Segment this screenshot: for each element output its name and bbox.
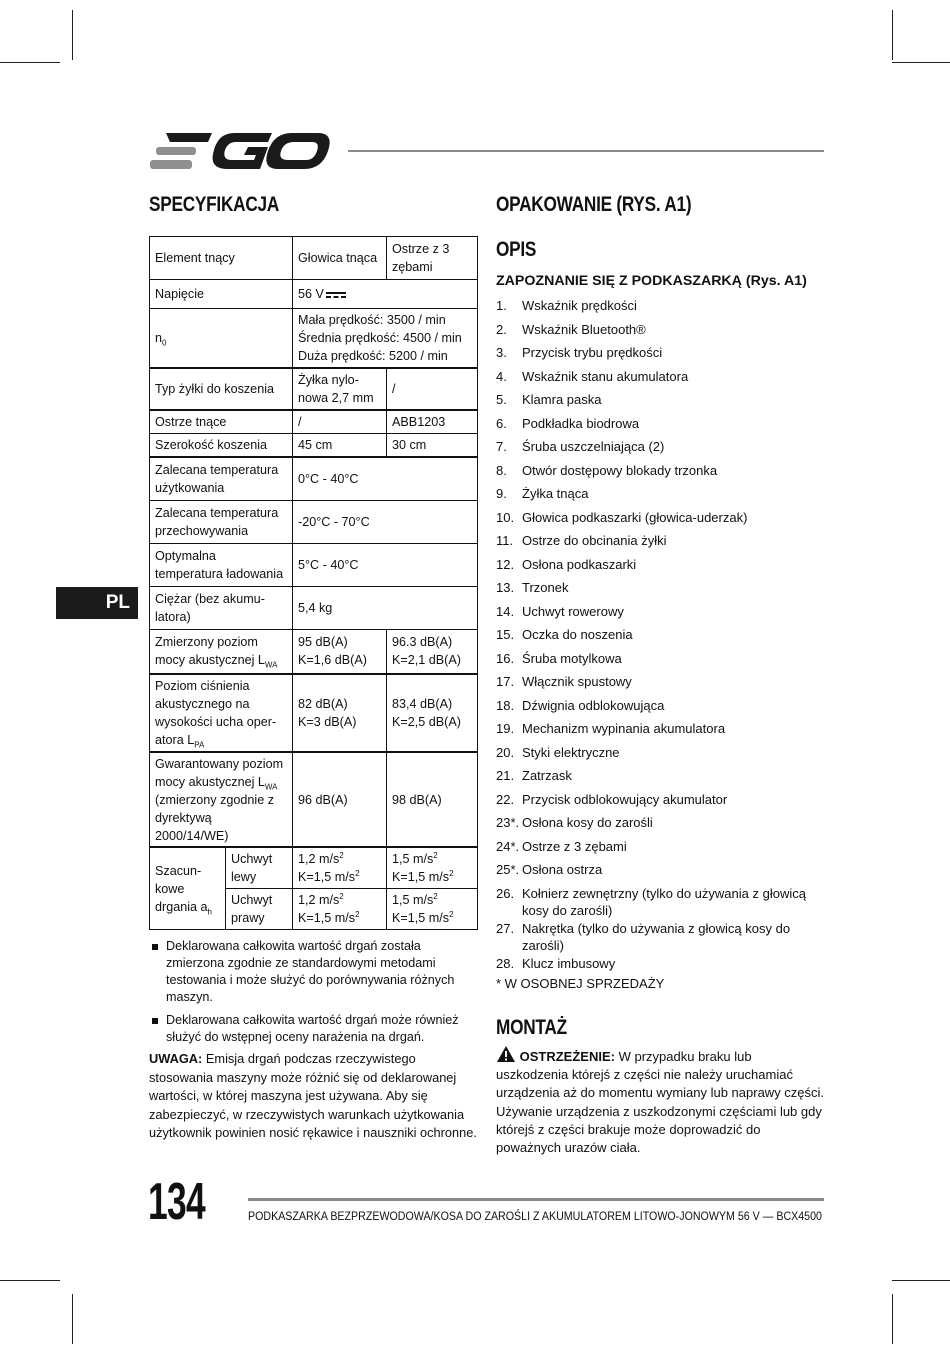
crop-mark (72, 10, 73, 60)
blade-k: K=2,1 dB(A) (392, 653, 461, 668)
head-value (293, 847, 387, 889)
warning-icon (496, 1045, 516, 1063)
item-text: Styki elektryczne (522, 744, 620, 760)
note-text: Emisja drgań podczas rzeczywistego stosowania maszyny może różnić się od deklarowanej wartości, w której maszyna jest używana. Aby się zabezpieczyć, w rzeczywistych warunkach użytkowania użytkownik powinien nosić rękawice i nauszniki ochronne. (149, 1051, 477, 1141)
speed-mid: Średnia prędkość: 4500 / min (298, 331, 462, 345)
item-text: Ostrze z 3 zębami (522, 838, 627, 854)
voltage-text: 56 V (298, 287, 324, 301)
item-number: 10. (496, 509, 515, 525)
note-label: UWAGA: (149, 1051, 203, 1066)
item-text: Oczka do noszenia (522, 627, 633, 642)
item-number: 1. (496, 298, 507, 313)
item-number: 6. (496, 415, 507, 431)
value-text: K=1,5 m/s (298, 870, 356, 884)
list-item (496, 861, 826, 885)
item-text: Dźwignia odblokowująca (522, 697, 665, 713)
item-text: Przycisk odblokowujący akumulator (522, 791, 728, 807)
item-text: Zatrzask (522, 768, 572, 783)
row-value: 5,4 kg (293, 586, 478, 629)
head-k: K=3 dB(A) (298, 715, 357, 729)
value-text: K=1,5 m/s (392, 911, 450, 925)
item-number: 5. (496, 392, 507, 407)
table-row (150, 500, 478, 543)
row-label: Napięcie (150, 280, 293, 309)
head-vibration (298, 850, 381, 868)
guaranteed-label: Gwarantowany poziom mocy akustycznej L (155, 757, 284, 789)
exponent: 2 (355, 868, 360, 878)
item-text: Mechanizm wypinania akumulatora (522, 721, 726, 736)
blade-value (387, 674, 478, 752)
vibration-label: Szacun-kowe drgania a (155, 863, 208, 914)
head-value: Żyłka nylo-nowa 2,7 mm (293, 368, 387, 410)
blade-uncertainty (392, 868, 472, 886)
list-item (496, 438, 826, 462)
head-k: K=1,6 dB(A) (298, 653, 367, 668)
item-number: 9. (496, 486, 507, 501)
item-number: 16. (496, 650, 515, 666)
speed-low: Mała prędkość: 3500 / min (298, 313, 446, 327)
item-text: Klucz imbusowy (522, 955, 616, 971)
header-rule (348, 150, 824, 152)
head-uncertainty (298, 868, 381, 886)
exponent: 2 (449, 909, 454, 919)
item-text: Głowica podkaszarki (głowica-uderzak) (522, 509, 748, 525)
table-row (150, 280, 478, 309)
speed-high: Duża prędkość: 5200 / min (298, 349, 448, 363)
blade-value: ABB1203 (387, 410, 478, 434)
list-item (496, 556, 826, 580)
item-text: Osłona podkaszarki (522, 556, 637, 572)
note-paragraph (149, 1050, 479, 1143)
item-number: 14. (496, 603, 515, 619)
row-label: Szerokość koszenia (150, 434, 293, 458)
item-text: Wskaźnik Bluetooth® (522, 321, 646, 337)
item-number: 13. (496, 580, 515, 595)
item-number: 2. (496, 321, 507, 337)
table-row (150, 237, 478, 280)
lpa-label: Poziom ciśnienia akustycznego na wysokości ucha oper-atora L (155, 679, 277, 747)
guaranteed-label-sub: WA (264, 782, 278, 792)
value-text: 1,5 m/s (392, 893, 434, 907)
exponent: 2 (449, 868, 454, 878)
exponent: 2 (339, 850, 344, 860)
item-text: Trzonek (522, 580, 569, 595)
item-number: 12. (496, 556, 515, 572)
head-value (293, 889, 387, 930)
crop-mark (0, 62, 60, 63)
row-label (150, 309, 293, 369)
description-heading: OPIS (496, 238, 537, 261)
table-row (150, 434, 478, 458)
item-text: Ostrze do obcinania żyłki (522, 533, 667, 548)
crop-mark (72, 1294, 73, 1344)
list-item (496, 838, 826, 862)
item-number: 4. (496, 368, 507, 384)
blade-uncertainty (392, 909, 472, 927)
item-text: Żyłka tnąca (522, 486, 589, 501)
dc-symbol-icon (326, 291, 346, 299)
table-row (150, 586, 478, 629)
row-label: Ciężar (bez akumu-latora) (150, 586, 293, 629)
blade-value (387, 629, 478, 674)
item-number: 27. (496, 920, 515, 936)
row-label (150, 847, 226, 930)
row-label: Zalecana temperatura przechowywania (150, 500, 293, 543)
table-row (150, 847, 478, 889)
blade-value: Ostrze z 3 zębami (387, 237, 478, 280)
list-item (496, 720, 826, 744)
head-value: / (293, 410, 387, 434)
exponent: 2 (433, 850, 438, 860)
list-item (496, 321, 826, 345)
list-item (496, 532, 826, 556)
list-item (496, 955, 826, 979)
item-number: 25*. (496, 862, 520, 877)
list-item (496, 814, 826, 838)
item-number: 18. (496, 697, 515, 713)
value-text: K=1,5 m/s (298, 911, 356, 925)
item-text: Osłona kosy do zarośli (522, 815, 653, 830)
head-value (293, 674, 387, 752)
item-text: Klamra paska (522, 392, 602, 407)
specification-table (149, 236, 478, 848)
exponent: 2 (339, 891, 344, 901)
list-item: Deklarowana całkowita wartość drgań została zmierzona zgodnie ze standardowymi metodami testowania i może służyć do porównywania różnych maszyn. (150, 938, 470, 1006)
list-item (496, 297, 826, 321)
item-text: Wskaźnik prędkości (522, 298, 637, 313)
row-label (150, 674, 293, 752)
row-label: Element tnący (150, 237, 293, 280)
item-text: Śruba uszczelniająca (2) (522, 439, 665, 454)
blade-db: 96.3 dB(A) (392, 635, 453, 650)
table-row (150, 543, 478, 586)
list-item (496, 579, 826, 603)
item-text: Przycisk trybu prędkości (522, 345, 663, 360)
item-text: Osłona ostrza (522, 862, 603, 877)
head-value: Głowica tnąca (293, 237, 387, 280)
table-row (150, 368, 478, 410)
item-number: 3. (496, 345, 507, 360)
page-number: 134 (148, 1173, 205, 1231)
exponent: 2 (355, 909, 360, 919)
crop-mark (892, 10, 893, 60)
blade-value: / (387, 368, 478, 410)
value-text: 1,5 m/s (392, 852, 434, 866)
item-number: 7. (496, 439, 507, 454)
item-text: Otwór dostępowy blokady trzonka (522, 462, 718, 478)
lwa-label-sub: WA (264, 660, 278, 670)
list-item (496, 485, 826, 509)
lpa-label-sub: PA (194, 740, 205, 750)
item-text: Śruba motylkowa (522, 650, 622, 666)
parts-list (496, 297, 826, 978)
row-label: Typ żyłki do koszenia (150, 368, 293, 410)
table-row (150, 410, 478, 434)
speed-value (293, 309, 478, 369)
list-item: Deklarowana całkowita wartość drgań może również służyć do wstępnej oceny narażenia na drgań. (150, 1012, 470, 1046)
item-text: Kołnierz zewnętrzny (tylko do używania z głowicą kosy do zarośli) (522, 885, 806, 918)
list-item (496, 920, 826, 955)
item-text: Włącznik spustowy (522, 674, 632, 689)
row-label (150, 752, 293, 848)
item-number: 26. (496, 885, 515, 901)
warning-text: W przypadku braku lub uszkodzenia którejś z części nie należy uruchamiać urządzenia aż do momentu wymiany lub naprawy części. Używanie urządzenia z uszkodzonymi częściami lub gdy którejś z części brakuje może doprowadzić do poważnych urazów ciała. (496, 1049, 825, 1156)
list-item (496, 650, 826, 674)
head-value: 96 dB(A) (293, 752, 387, 848)
vibration-table (149, 846, 478, 930)
item-text: Podkładka biodrowa (522, 415, 640, 431)
footer-title: PODKASZARKA BEZPRZEWODOWA/KOSA DO ZAROŚLI Z AKUMULATOREM LITOWO-JONOWYM 56 V — BCX4500 (248, 1209, 822, 1223)
blade-value (387, 889, 478, 930)
list-item (496, 791, 826, 815)
head-value: 45 cm (293, 434, 387, 458)
footer-rule (248, 1198, 824, 1201)
item-number: 17. (496, 674, 515, 689)
list-item (496, 767, 826, 791)
table-row (150, 674, 478, 752)
item-number: 15. (496, 627, 515, 642)
footnote: * W OSOBNEJ SPRZEDAŻY (496, 976, 665, 991)
crop-mark (0, 1280, 60, 1281)
item-number: 28. (496, 955, 515, 971)
list-item (496, 603, 826, 627)
row-value: -20°C - 70°C (293, 500, 478, 543)
row-label: Ostrze tnące (150, 410, 293, 434)
blade-value: 98 dB(A) (387, 752, 478, 848)
head-db: 82 dB(A) (298, 697, 348, 711)
crop-mark (892, 62, 950, 63)
value-text: K=1,5 m/s (392, 870, 450, 884)
item-number: 22. (496, 791, 515, 807)
language-tab: PL (56, 587, 138, 619)
item-number: 24*. (496, 838, 520, 854)
blade-value: 30 cm (387, 434, 478, 458)
packaging-heading: OPAKOWANIE (RYS. A1) (496, 193, 692, 216)
crop-mark (892, 1294, 893, 1344)
handle-label: Uchwyt prawy (226, 889, 293, 930)
list-item (496, 673, 826, 697)
head-db: 95 dB(A) (298, 635, 348, 650)
row-value: 0°C - 40°C (293, 457, 478, 500)
table-row (150, 629, 478, 674)
head-value (293, 629, 387, 674)
blade-k: K=2,5 dB(A) (392, 715, 461, 729)
row-label: Optymalna temperatura ładowania (150, 543, 293, 586)
item-number: 20. (496, 744, 515, 760)
table-row (150, 457, 478, 500)
list-item (496, 415, 826, 439)
parts-subheading: ZAPOZNANIE SIĘ Z PODKASZARKĄ (Rys. A1) (496, 273, 807, 289)
lwa-label: Zmierzony poziom mocy akustycznej L (155, 635, 265, 668)
item-text: Wskaźnik stanu akumulatora (522, 368, 689, 384)
speed-label-sub: 0 (162, 338, 167, 348)
table-row (150, 752, 478, 848)
item-text: Uchwyt rowerowy (522, 603, 624, 619)
specification-heading: SPECYFIKACJA (149, 193, 280, 216)
blade-db: 83,4 dB(A) (392, 697, 453, 711)
item-number: 23*. (496, 815, 520, 830)
voltage-value (293, 280, 478, 309)
list-item (496, 744, 826, 768)
value-text: 1,2 m/s (298, 893, 340, 907)
speed-label: n (155, 331, 163, 345)
item-text: Nakrętka (tylko do używania z głowicą kosy do zarośli) (522, 920, 791, 953)
item-number: 11. (496, 533, 514, 548)
item-number: 21. (496, 768, 515, 783)
guaranteed-label-note: (zmierzony zgodnie z dyrektywą 2000/14/WE) (155, 793, 274, 843)
warning-paragraph (496, 1045, 826, 1157)
table-row (150, 309, 478, 369)
exponent: 2 (433, 891, 438, 901)
item-number: 8. (496, 462, 507, 478)
crop-mark (892, 1280, 950, 1281)
value-text: 1,2 m/s (298, 852, 340, 866)
row-label (150, 629, 293, 674)
list-item (496, 697, 826, 721)
blade-value (387, 847, 478, 889)
row-label: Zalecana temperatura użytkowania (150, 457, 293, 500)
head-vibration (298, 891, 381, 909)
list-item (496, 344, 826, 368)
head-uncertainty (298, 909, 381, 927)
ego-logo (150, 130, 330, 172)
row-value: 5°C - 40°C (293, 543, 478, 586)
list-item (496, 885, 826, 920)
item-number: 19. (496, 721, 515, 736)
blade-vibration (392, 850, 472, 868)
handle-label: Uchwyt lewy (226, 847, 293, 889)
list-item (496, 626, 826, 650)
blade-vibration (392, 891, 472, 909)
list-item (496, 368, 826, 392)
list-item (496, 462, 826, 486)
warning-label: OSTRZEŻENIE: (519, 1049, 615, 1064)
vibration-label-sub: h (207, 907, 212, 917)
vibration-notes (150, 938, 470, 1052)
list-item (496, 391, 826, 415)
list-item (496, 509, 826, 533)
assembly-heading: MONTAŻ (496, 1016, 567, 1039)
